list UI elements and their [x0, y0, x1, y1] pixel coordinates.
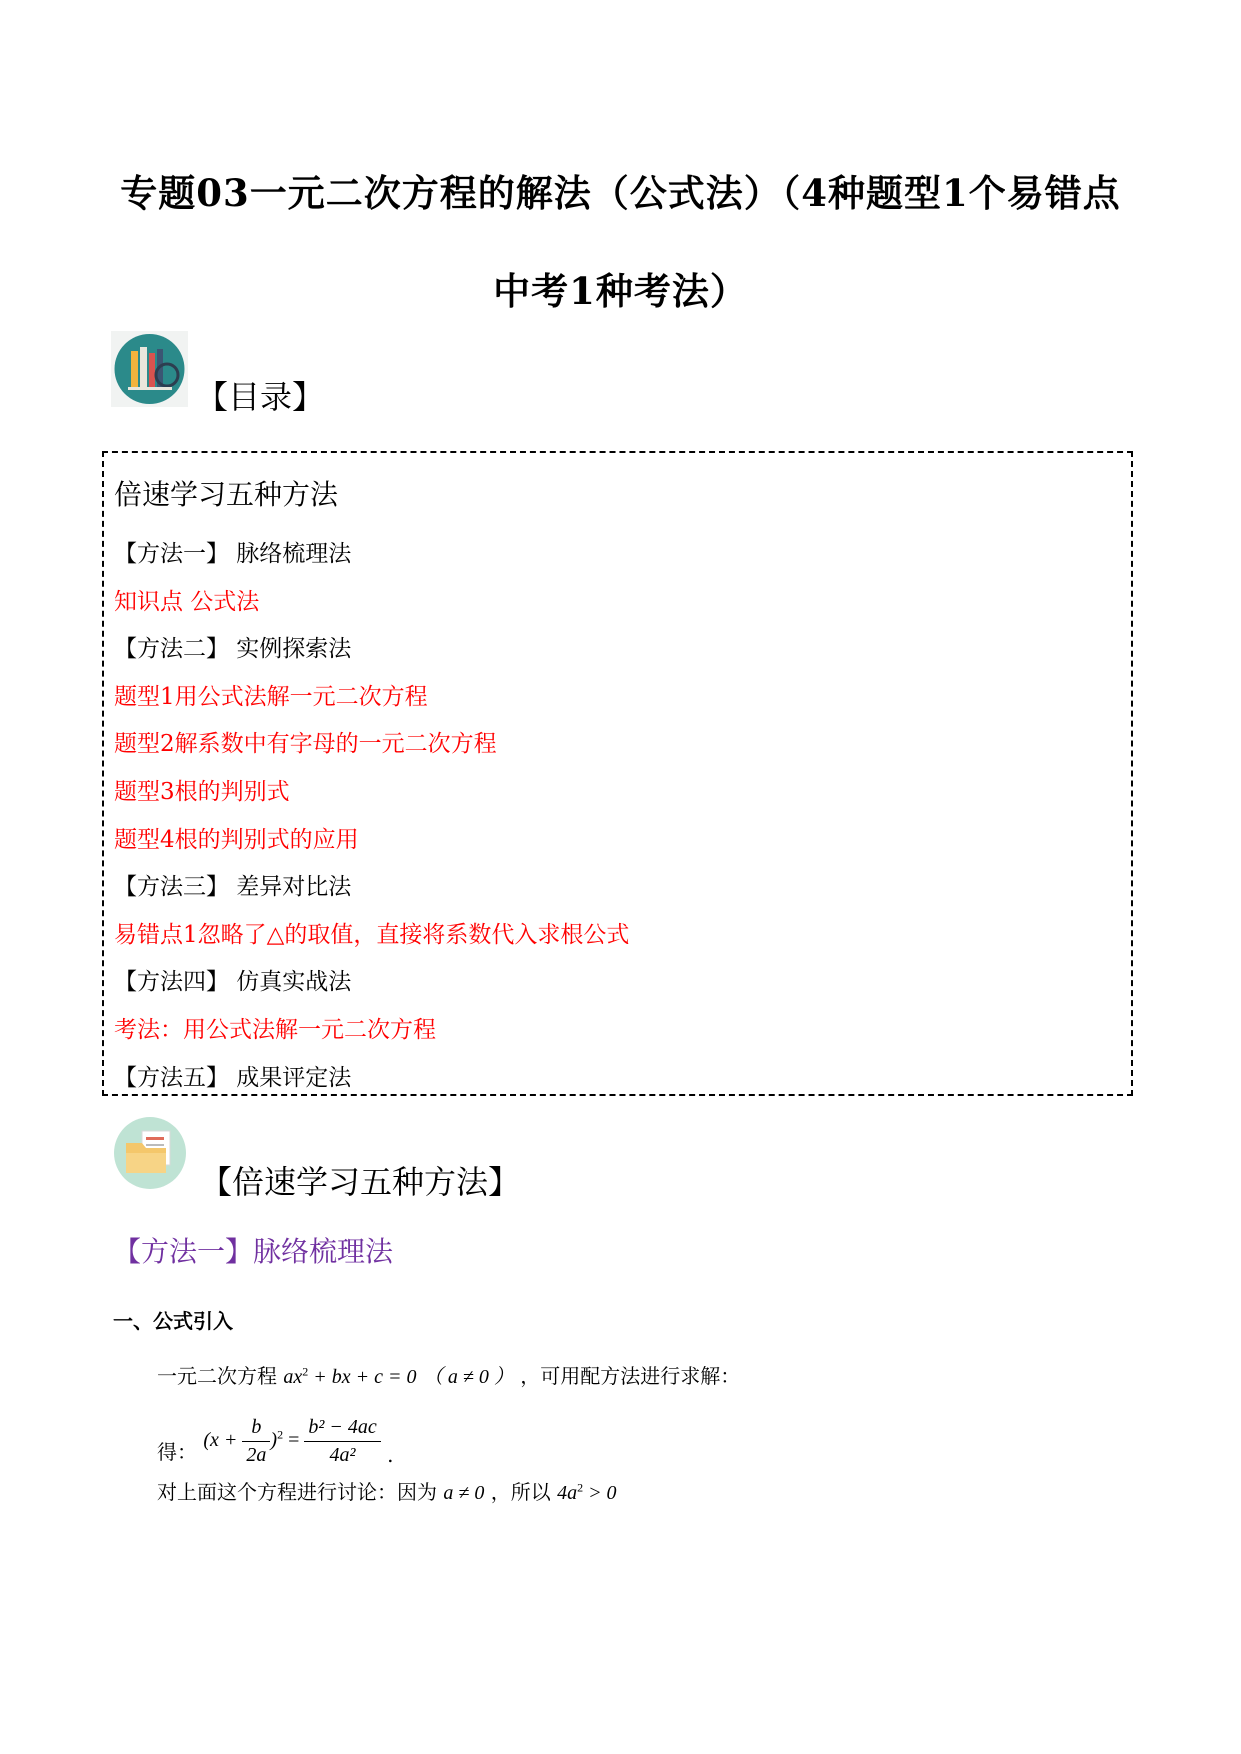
toc-line[interactable]: 【方法一】 脉络梳理法: [114, 541, 352, 567]
eq-ax: ax: [283, 1366, 303, 1388]
four-a-squared-positive: $4a^2 > 0$: [557, 1480, 617, 1504]
equals-sign: =: [283, 1429, 305, 1452]
p3-mid: ，所以: [490, 1480, 551, 1504]
condition-a-nonzero: （ a ≠ 0 ）: [422, 1366, 514, 1388]
p1-suffix: ，可用配方法进行求解：: [520, 1364, 741, 1388]
p1-prefix: 一元二次方程: [157, 1364, 277, 1388]
toc-heading: 倍速学习五种方法: [114, 478, 339, 511]
p2-prefix: 得：: [157, 1440, 197, 1464]
toc-line[interactable]: 【方法二】 实例探索法: [114, 636, 352, 663]
fraction-b-2a: [242, 1416, 270, 1467]
rhs-denominator: 4a²: [329, 1444, 356, 1466]
toc-line[interactable]: 【方法四】 仿真实战法: [114, 969, 352, 996]
doc-title-line1: 专题03一元二次方程的解法（公式法）（4种题型1个易错点: [120, 171, 1121, 215]
p3-prefix: 对上面这个方程进行讨论：因为: [157, 1480, 437, 1504]
toc-line[interactable]: 题型1用公式法解一元二次方程: [114, 683, 428, 710]
intro-heading: 一、公式引入: [113, 1309, 233, 1333]
toc-line[interactable]: 【方法五】 成果评定法: [114, 1064, 352, 1091]
paragraph-2: [157, 1416, 393, 1467]
section-label: 【倍速学习五种方法】: [200, 1163, 521, 1201]
paragraph-1: [157, 1360, 740, 1389]
lhs-denominator: 2a: [246, 1444, 267, 1466]
greater-than-zero: > 0: [583, 1482, 617, 1504]
eq-rest: + bx + c = 0: [308, 1366, 417, 1388]
books-ruler-icon: [111, 331, 188, 407]
fraction-discriminant: [304, 1416, 380, 1467]
toc-line[interactable]: 题型4根的判别式的应用: [114, 826, 359, 853]
lhs-close: ): [270, 1429, 278, 1452]
method1-heading: 【方法一】脉络梳理法: [113, 1235, 394, 1268]
four-a: 4a: [557, 1482, 578, 1504]
toc-line[interactable]: 题型2解系数中有字母的一元二次方程: [114, 731, 497, 758]
toc-line[interactable]: 【方法三】 差异对比法: [114, 874, 352, 901]
toc-line[interactable]: 题型3根的判别式: [114, 779, 290, 805]
toc-box: [102, 451, 1133, 1096]
toc-line[interactable]: 易错点1忽略了△的取值，直接将系数代入求根公式: [114, 921, 630, 948]
folder-documents-icon: [112, 1115, 188, 1191]
rhs-numerator: b² − 4ac: [304, 1416, 380, 1442]
toc-line[interactable]: 知识点 公式法: [114, 588, 260, 615]
p2-end: .: [387, 1443, 394, 1467]
a-nonzero: a ≠ 0: [443, 1482, 485, 1504]
doc-title-line2: 中考1种考法）: [493, 269, 748, 313]
lhs-open: (x +: [203, 1429, 243, 1452]
toc-label: 【目录】: [196, 378, 325, 416]
toc-line[interactable]: 考法：用公式法解一元二次方程: [114, 1017, 436, 1043]
completed-square-formula: (x + $\frac{b}{2a}$ )$^2$ = $\frac{\text{b² − 4ac}}{\text{4a²}}$: [203, 1416, 380, 1467]
lhs-numerator: b: [242, 1416, 270, 1442]
paragraph-3: [157, 1476, 617, 1505]
quadratic-equation: $ax^2$ + bx + c = 0: [283, 1364, 417, 1388]
